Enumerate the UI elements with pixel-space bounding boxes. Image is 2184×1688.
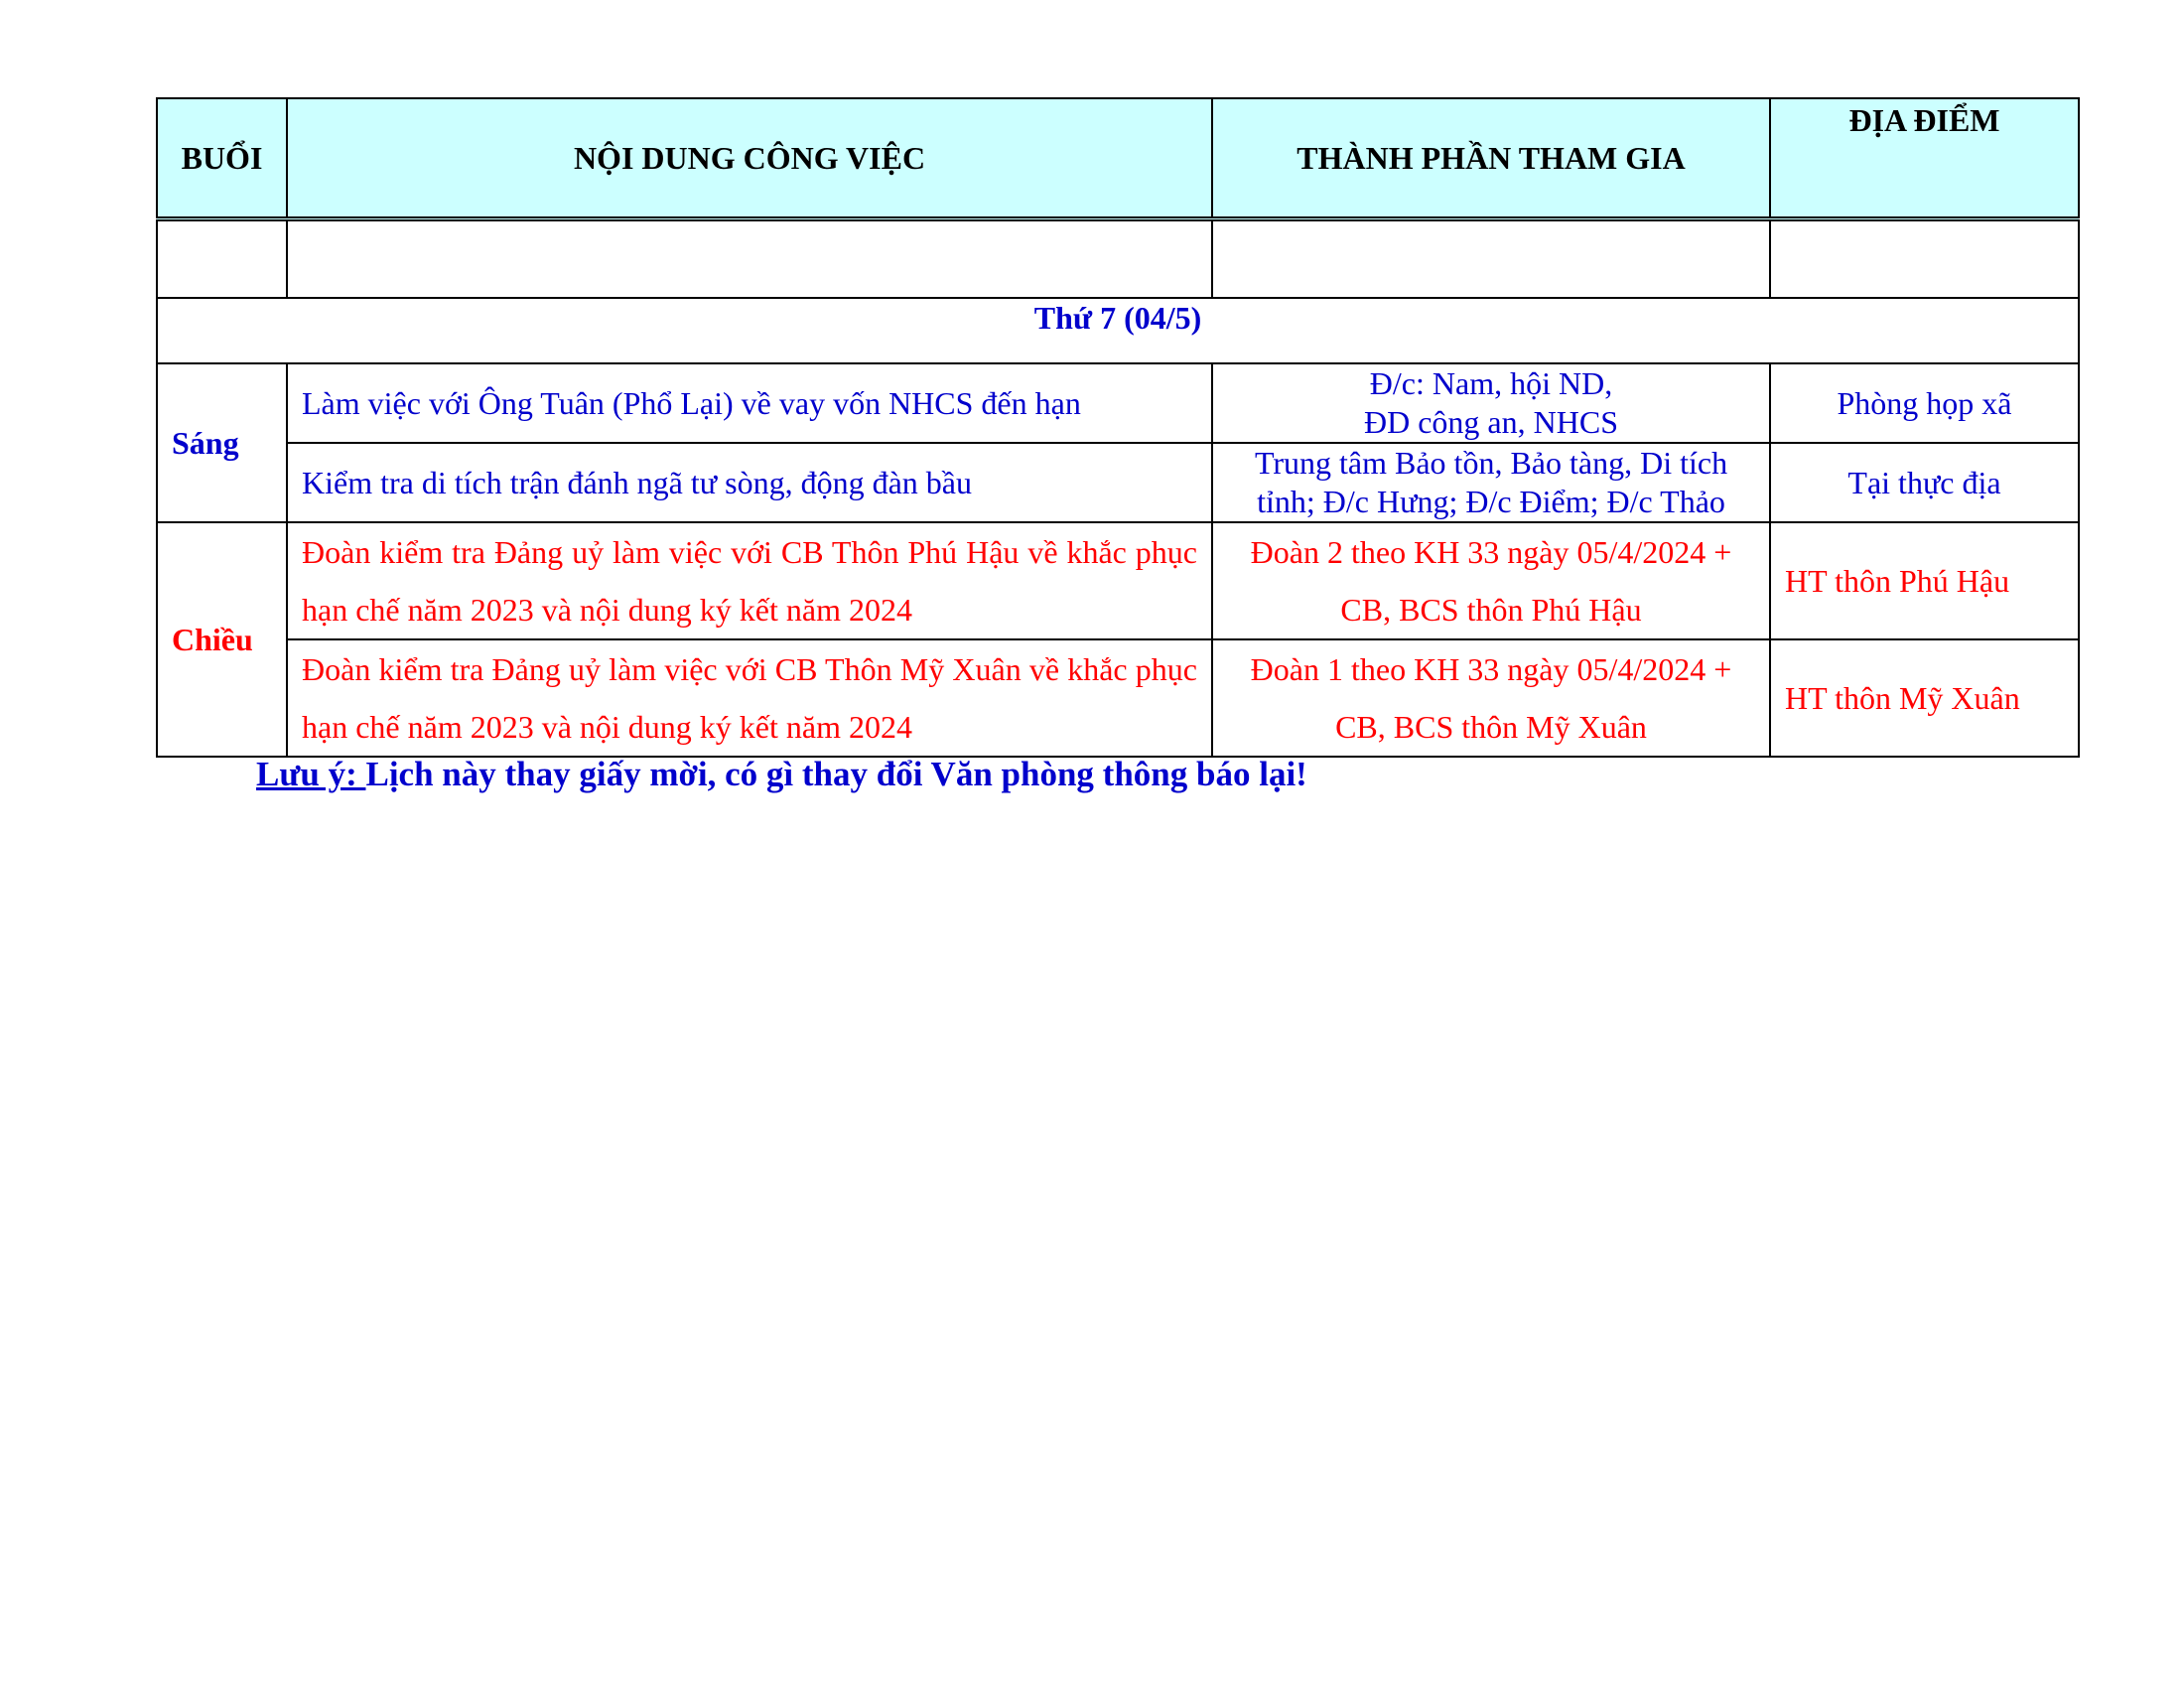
schedule-table <box>156 97 2080 758</box>
footer-note <box>256 755 1307 794</box>
content-cell: Làm việc với Ông Tuân (Phổ Lại) về vay vốn NHCS đến hạn <box>287 363 1212 443</box>
blank-cell <box>287 219 1212 299</box>
header-content: NỘI DUNG CÔNG VIỆC <box>287 98 1212 219</box>
blank-cell <box>1212 219 1770 299</box>
day-title: Thứ 7 (04/5) <box>157 298 2079 363</box>
blank-cell <box>1770 219 2079 299</box>
note-label: Lưu ý: <box>256 755 366 793</box>
session-morning: Sáng <box>157 363 287 522</box>
content-cell: Đoàn kiểm tra Đảng uỷ làm việc với CB Thôn Mỹ Xuân về khắc phục hạn chế năm 2023 và nội dung ký kết năm 2024 <box>287 639 1212 757</box>
participants-line: CB, BCS thôn Mỹ Xuân <box>1335 709 1647 745</box>
header-row <box>157 98 2079 219</box>
participants-cell <box>1212 639 1770 757</box>
location-cell: HT thôn Phú Hậu <box>1770 522 2079 639</box>
content-cell: Đoàn kiểm tra Đảng uỷ làm việc với CB Thôn Phú Hậu về khắc phục hạn chế năm 2023 và nội dung ký kết năm 2024 <box>287 522 1212 639</box>
participants-line: Trung tâm Bảo tồn, Bảo tàng, Di tích <box>1254 445 1728 481</box>
content-cell: Kiểm tra di tích trận đánh ngã tư sòng, động đàn bầu <box>287 443 1212 522</box>
participants-line: tỉnh; Đ/c Hưng; Đ/c Điểm; Đ/c Thảo <box>1257 484 1725 519</box>
header-session: BUỔI <box>157 98 287 219</box>
participants-line: Đoàn 1 theo KH 33 ngày 05/4/2024 + <box>1250 651 1732 687</box>
location-cell: HT thôn Mỹ Xuân <box>1770 639 2079 757</box>
note-text: Lịch này thay giấy mời, có gì thay đổi Văn phòng thông báo lại! <box>365 755 1307 793</box>
table-row <box>157 363 2079 443</box>
header-participants: THÀNH PHẦN THAM GIA <box>1212 98 1770 219</box>
participants-cell <box>1212 363 1770 443</box>
day-row <box>157 298 2079 363</box>
location-cell: Phòng họp xã <box>1770 363 2079 443</box>
table-row <box>157 443 2079 522</box>
table-row <box>157 639 2079 757</box>
header-location: ĐỊA ĐIỂM <box>1770 98 2079 219</box>
participants-cell <box>1212 522 1770 639</box>
blank-cell <box>157 219 287 299</box>
participants-line: ĐD công an, NHCS <box>1364 404 1618 440</box>
location-cell: Tại thực địa <box>1770 443 2079 522</box>
table-row <box>157 522 2079 639</box>
participants-cell <box>1212 443 1770 522</box>
participants-line: CB, BCS thôn Phú Hậu <box>1340 592 1642 628</box>
participants-line: Đoàn 2 theo KH 33 ngày 05/4/2024 + <box>1250 534 1732 570</box>
blank-row <box>157 219 2079 299</box>
session-afternoon: Chiều <box>157 522 287 757</box>
participants-line: Đ/c: Nam, hội ND, <box>1369 365 1613 401</box>
